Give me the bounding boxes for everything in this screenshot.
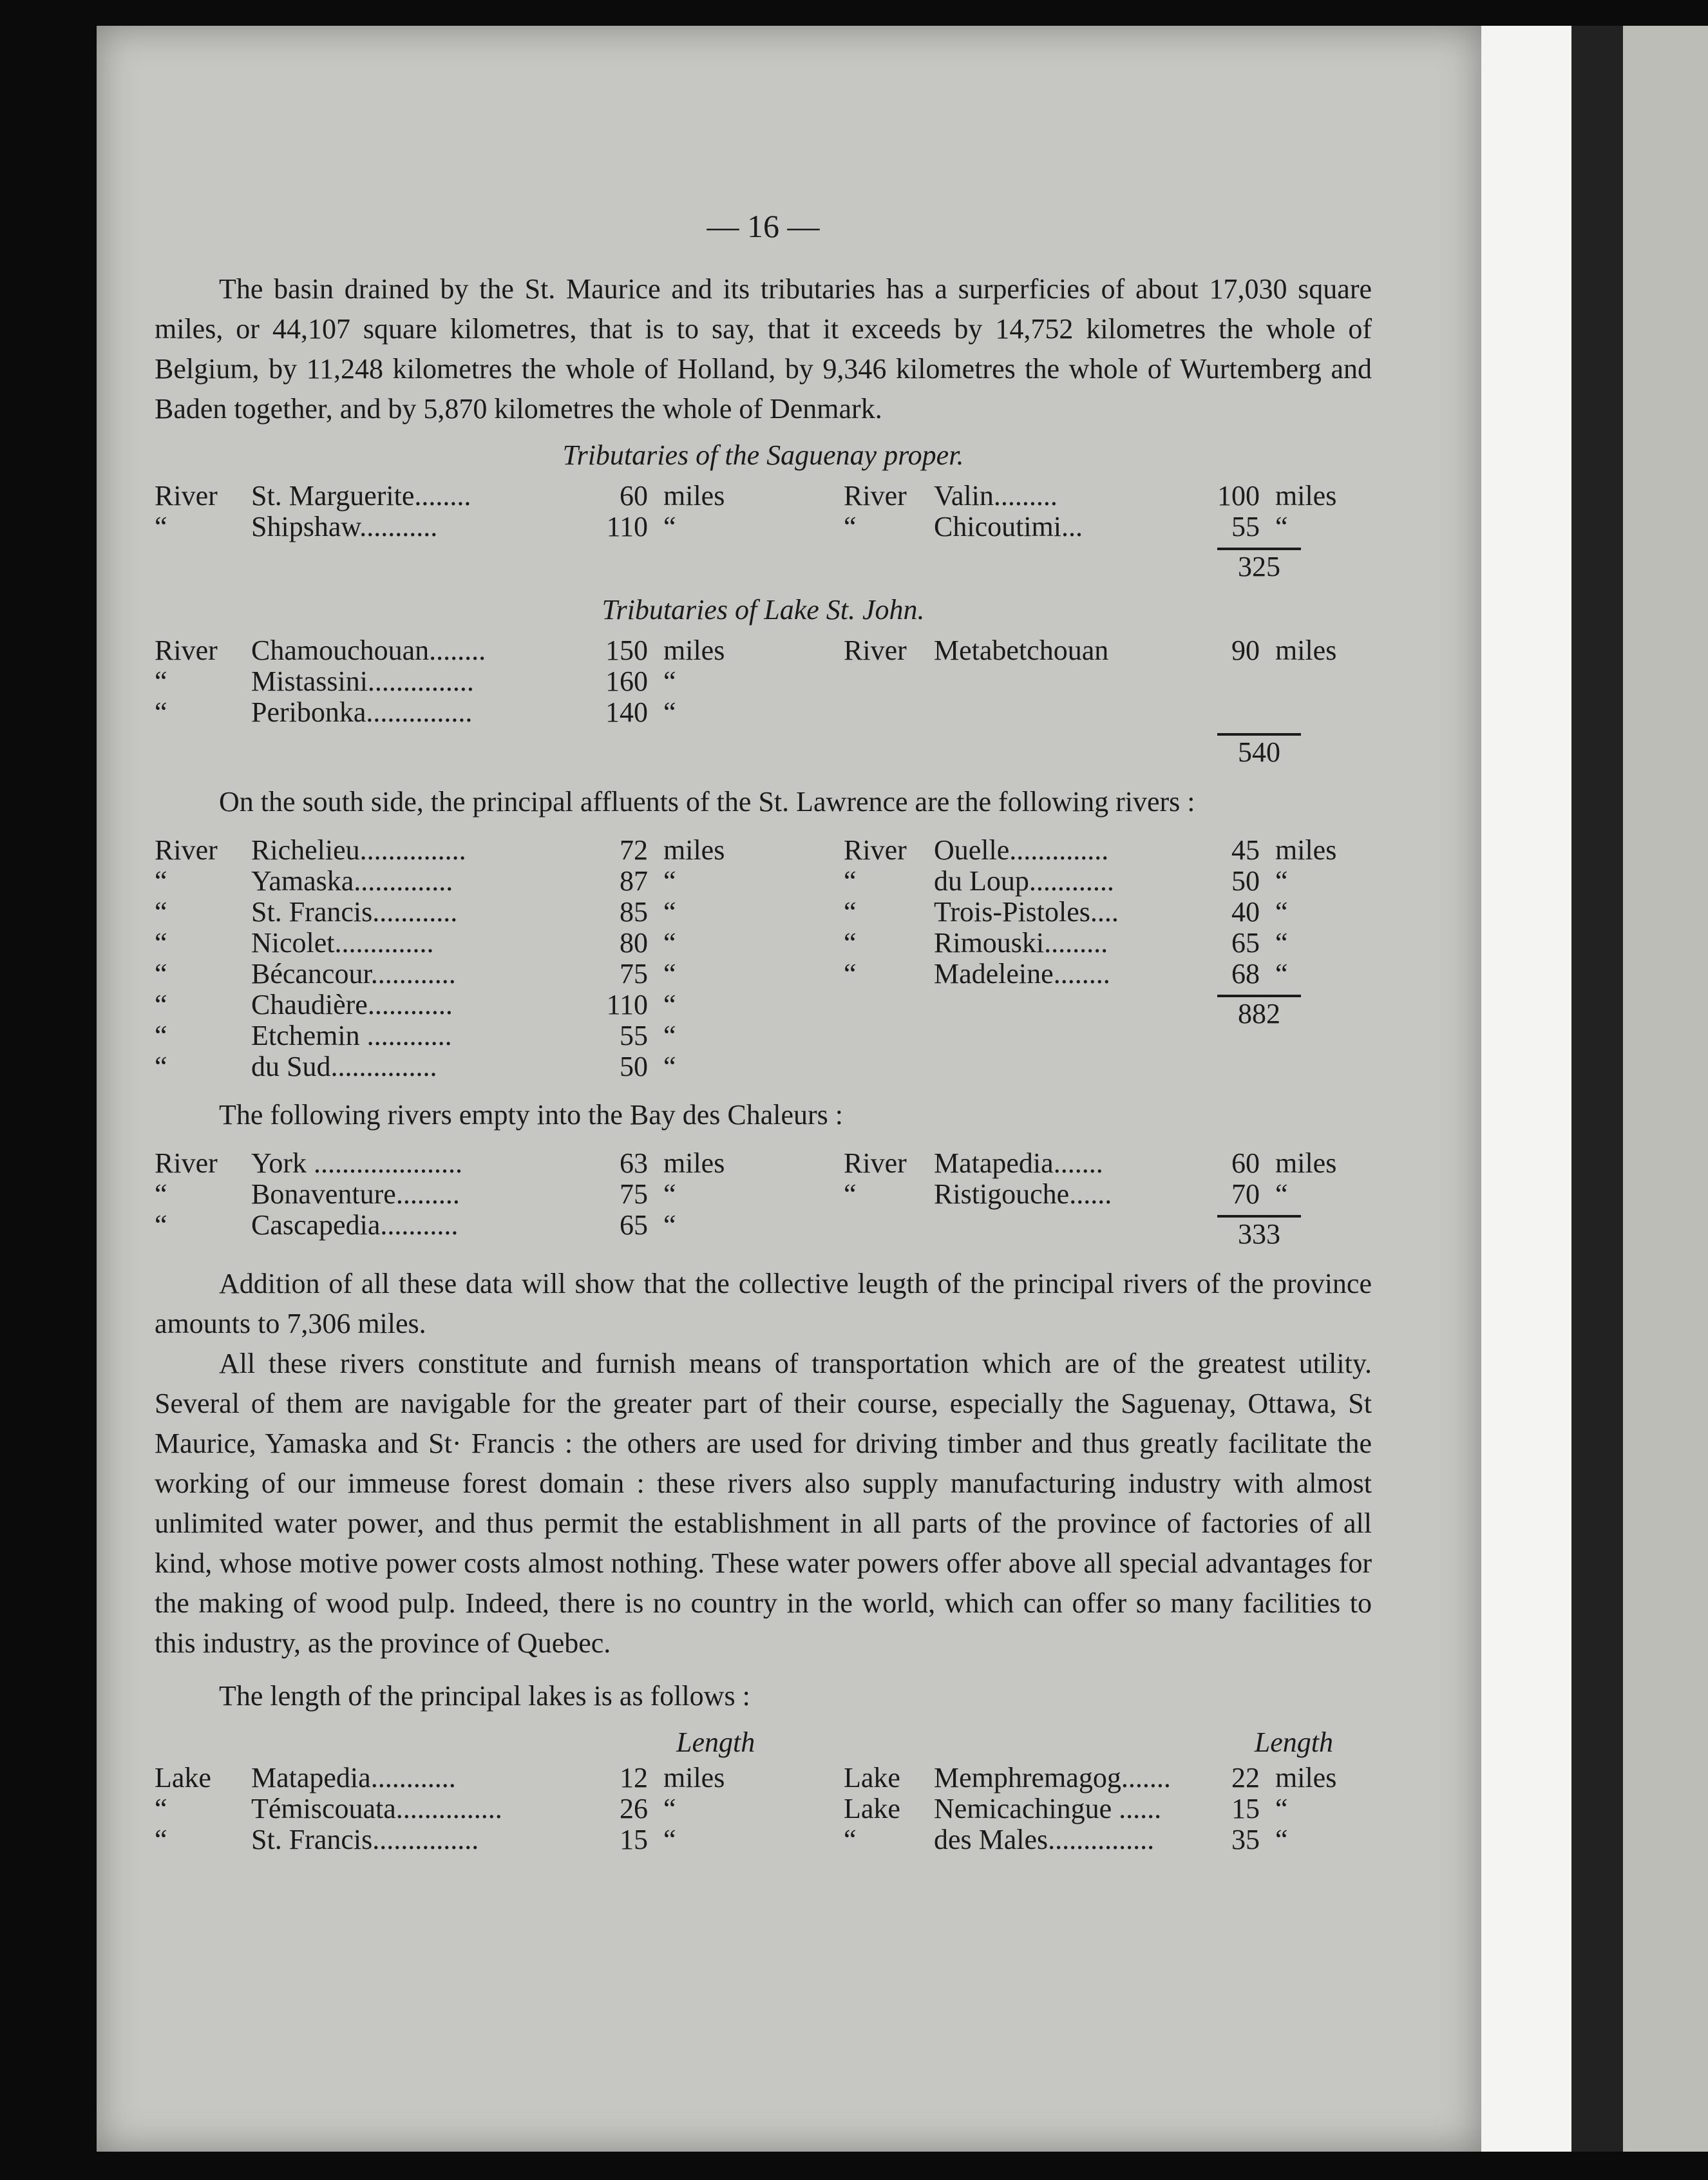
river-name: Chamouchouan........ — [251, 635, 486, 666]
length-unit: “ — [1275, 1178, 1288, 1210]
table-row — [155, 1793, 760, 1824]
river-length: 40 — [1231, 896, 1260, 928]
table-row — [155, 1179, 760, 1210]
row-label: Lake — [844, 1762, 900, 1793]
river-length: 72 — [620, 834, 648, 866]
table-row — [844, 1793, 1372, 1824]
row-label: “ — [155, 696, 167, 728]
total-wrap — [844, 1210, 1372, 1251]
length-unit: miles — [1275, 635, 1337, 666]
river-length: 85 — [620, 896, 648, 928]
length-unit: “ — [663, 989, 676, 1020]
length-unit: miles — [1275, 1147, 1337, 1179]
length-unit: miles — [1275, 1762, 1337, 1793]
length-unit: “ — [663, 896, 676, 928]
lake-st-john-total: 540 — [1217, 733, 1301, 769]
length-unit: “ — [663, 1793, 676, 1824]
length-header-left: Length — [676, 1726, 755, 1758]
table-row — [155, 1020, 760, 1051]
table-row — [155, 959, 760, 990]
row-label: Lake — [155, 1762, 211, 1793]
lake-length: 12 — [620, 1762, 648, 1793]
river-length: 60 — [620, 480, 648, 512]
river-name: Ristigouche...... — [934, 1178, 1112, 1210]
row-label: “ — [155, 511, 167, 542]
river-name: Bonaventure......... — [251, 1178, 460, 1210]
river-length: 50 — [1231, 865, 1260, 897]
table-row — [155, 1148, 760, 1179]
lake-st-john-table — [155, 635, 1372, 728]
length-unit: “ — [663, 1824, 676, 1855]
river-length: 55 — [620, 1020, 648, 1051]
row-label: “ — [844, 958, 857, 990]
length-unit: “ — [1275, 927, 1288, 959]
river-name: Etchemin ............ — [251, 1020, 452, 1051]
chaleurs-intro: The following rivers empty into the Bay des Chaleurs : — [219, 1099, 844, 1131]
table-row — [155, 1763, 760, 1793]
row-label: “ — [155, 989, 167, 1020]
river-name: Madeleine........ — [934, 958, 1110, 990]
table-row — [155, 990, 760, 1020]
length-unit: “ — [663, 511, 676, 542]
table-row — [844, 959, 1372, 990]
table-row — [155, 928, 760, 959]
length-unit: miles — [1275, 834, 1337, 866]
length-unit: “ — [1275, 1793, 1288, 1824]
row-label: “ — [844, 511, 857, 542]
river-length: 110 — [606, 989, 648, 1020]
length-unit: miles — [663, 1147, 725, 1179]
river-name: York ..................... — [251, 1147, 463, 1179]
river-name: Cascapedia........... — [251, 1209, 459, 1241]
saguenay-right-column — [844, 481, 1372, 542]
row-label: “ — [155, 958, 167, 990]
river-length: 50 — [620, 1051, 648, 1082]
length-unit: “ — [663, 958, 676, 990]
table-row — [155, 835, 760, 866]
length-unit: “ — [663, 1020, 676, 1051]
row-label: “ — [844, 865, 857, 897]
lake-name: des Males............... — [934, 1824, 1155, 1855]
river-name: Trois-Pistoles.... — [934, 896, 1119, 928]
lake-length: 22 — [1231, 1762, 1260, 1793]
table-row — [155, 697, 760, 728]
lake-length: 26 — [620, 1793, 648, 1824]
table-row — [155, 635, 760, 666]
row-label: River — [155, 834, 218, 866]
length-unit: miles — [663, 480, 725, 512]
intro-paragraph: The basin drained by the St. Maurice and its tributaries has a surperficies of about 17,030 square miles, or 44,107 square kilometres, that is to say, that it exceeds by 14,752 kilometres the whole of Belgium, by 11,248 kilometres the whole of Holland, by 9,346 kilometres the whole of Wurtemberg and Baden together, and by 5,870 kilometres the whole of Denmark. — [155, 273, 1372, 425]
row-label: “ — [155, 665, 167, 697]
table-row — [155, 512, 760, 542]
table-row — [844, 512, 1372, 542]
river-length: 87 — [620, 865, 648, 897]
lake-length: 15 — [620, 1824, 648, 1855]
lakes-length-headers — [155, 1723, 1372, 1763]
river-name: Peribonka............... — [251, 696, 473, 728]
river-name: Richelieu............... — [251, 834, 466, 866]
binding-shadow — [1571, 26, 1623, 2152]
table-row — [844, 835, 1372, 866]
saguenay-total: 325 — [1217, 548, 1301, 584]
row-label: River — [844, 834, 907, 866]
row-label: “ — [844, 1824, 857, 1855]
river-name: Nicolet.............. — [251, 927, 434, 959]
river-length: 110 — [606, 511, 648, 542]
river-name: du Sud............... — [251, 1051, 437, 1082]
page-number: — 16 — — [707, 208, 820, 244]
row-label: “ — [155, 865, 167, 897]
chaleurs-table — [155, 1148, 1372, 1251]
row-label: “ — [155, 1209, 167, 1241]
length-unit: “ — [1275, 896, 1288, 928]
river-length: 68 — [1231, 958, 1260, 990]
south-total: 882 — [1217, 995, 1301, 1031]
length-unit: miles — [663, 1762, 725, 1793]
row-label: Lake — [844, 1793, 900, 1824]
table-row — [155, 1051, 760, 1082]
river-name: Rimouski......... — [934, 927, 1108, 959]
addition-paragraph: Addition of all these data will show that the collective leugth of the principal rivers of the province amounts to 7,306 miles. — [155, 1268, 1372, 1339]
length-unit: “ — [663, 865, 676, 897]
south-left-column — [155, 835, 760, 1082]
row-label: River — [844, 480, 907, 512]
lake-st-john-left-column — [155, 635, 760, 728]
table-row — [844, 1824, 1372, 1855]
row-label: River — [844, 635, 907, 666]
river-length: 75 — [620, 1178, 648, 1210]
lake-name: Memphremagog....... — [934, 1762, 1171, 1793]
lakes-table — [155, 1763, 1372, 1855]
lake-name: Matapedia............ — [251, 1762, 456, 1793]
table-row — [844, 928, 1372, 959]
river-length: 65 — [1231, 927, 1260, 959]
table-row — [844, 635, 1372, 666]
river-name: Ouelle.............. — [934, 834, 1109, 866]
length-unit: “ — [1275, 958, 1288, 990]
river-name: Valin......... — [934, 480, 1058, 512]
chaleurs-right-column — [844, 1148, 1372, 1251]
river-name: Chaudière............ — [251, 989, 453, 1020]
river-name: Shipshaw........... — [251, 511, 438, 542]
river-name: Mistassini............... — [251, 665, 474, 697]
total-wrap — [155, 728, 1372, 769]
lake-name: St. Francis............... — [251, 1824, 479, 1855]
river-length: 150 — [605, 635, 648, 666]
length-unit: miles — [663, 834, 725, 866]
river-length: 65 — [620, 1209, 648, 1241]
chaleurs-total: 333 — [1217, 1215, 1301, 1251]
length-unit: “ — [663, 665, 676, 697]
row-label: “ — [155, 927, 167, 959]
lake-name: Témiscouata............... — [251, 1793, 502, 1824]
table-row — [844, 1763, 1372, 1793]
lakes-left-column — [155, 1763, 760, 1855]
south-intro: On the south side, the principal affluents of the St. Lawrence are the following rivers : — [219, 786, 1195, 818]
transport-paragraph: All these rivers constitute and furnish means of transportation which are of the greatest utility. Several of them are navigable for the greater part of their course, especially the Saguenay, Ottawa, St Maurice, Yamaska and St· Francis : the others are used for driving timber and thus greatly facilitate the working of our immeuse forest domain : these rivers also supply manufacturing industry with almost unlimited water power, and thus permit the establishment in all parts of the province of factories of all kind, whose motive power costs almost nothing. These water powers offer above all special advantages for the making of wood pulp. Indeed, there is no country in the world, which can offer so many facilities to this industry, as the province of Quebec. — [155, 1348, 1372, 1659]
river-length: 63 — [620, 1147, 648, 1179]
row-label: River — [155, 635, 218, 666]
south-table — [155, 835, 1372, 1082]
row-label: “ — [155, 1824, 167, 1855]
river-length: 45 — [1231, 834, 1260, 866]
river-length: 80 — [620, 927, 648, 959]
length-unit: miles — [663, 635, 725, 666]
row-label: “ — [844, 896, 857, 928]
length-unit: “ — [663, 1051, 676, 1082]
river-length: 60 — [1231, 1147, 1260, 1179]
lake-st-john-right-column — [844, 635, 1372, 728]
row-label: River — [155, 1147, 218, 1179]
river-length: 140 — [605, 696, 648, 728]
length-unit: “ — [1275, 511, 1288, 542]
total-wrap — [844, 990, 1372, 1031]
table-row — [844, 481, 1372, 512]
river-length: 90 — [1231, 635, 1260, 666]
length-unit: “ — [663, 1209, 676, 1241]
river-name: St. Marguerite........ — [251, 480, 471, 512]
river-name: Chicoutimi... — [934, 511, 1083, 542]
lake-length: 35 — [1231, 1824, 1260, 1855]
river-name: du Loup............ — [934, 865, 1114, 897]
lake-name: Nemicachingue ...... — [934, 1793, 1162, 1824]
table-row — [155, 666, 760, 697]
row-label: “ — [155, 1051, 167, 1082]
saguenay-caption: Tributaries of the Saguenay proper. — [562, 439, 964, 471]
page-edge — [1481, 26, 1571, 2152]
adjacent-page — [1623, 26, 1708, 2152]
row-label: “ — [155, 1178, 167, 1210]
row-label: “ — [155, 1793, 167, 1824]
table-row — [844, 897, 1372, 928]
river-name: Matapedia....... — [934, 1147, 1103, 1179]
lakes-right-column — [844, 1763, 1372, 1855]
page-content — [155, 206, 1372, 1855]
table-row — [155, 897, 760, 928]
length-unit: “ — [663, 1178, 676, 1210]
river-name: Yamaska.............. — [251, 865, 453, 897]
river-name: Bécancour............ — [251, 958, 456, 990]
length-unit: “ — [663, 927, 676, 959]
total-wrap — [155, 542, 1372, 584]
length-unit: “ — [1275, 1824, 1288, 1855]
row-label: “ — [155, 1020, 167, 1051]
river-length: 70 — [1231, 1178, 1260, 1210]
table-row — [155, 866, 760, 897]
river-length: 55 — [1231, 511, 1260, 542]
row-label: River — [155, 480, 218, 512]
table-row — [155, 481, 760, 512]
length-header-right: Length — [1254, 1726, 1333, 1758]
saguenay-left-column — [155, 481, 760, 542]
river-length: 160 — [605, 665, 648, 697]
length-unit: “ — [1275, 865, 1288, 897]
river-length: 75 — [620, 958, 648, 990]
row-label: River — [844, 1147, 907, 1179]
lake-length: 15 — [1231, 1793, 1260, 1824]
row-label: “ — [844, 927, 857, 959]
lakes-intro: The length of the principal lakes is as follows : — [219, 1680, 750, 1712]
table-row — [844, 1148, 1372, 1179]
river-name: Metabetchouan — [934, 635, 1109, 666]
table-row — [844, 1179, 1372, 1210]
length-unit: miles — [1275, 480, 1337, 512]
chaleurs-left-column — [155, 1148, 760, 1251]
river-name: St. Francis............ — [251, 896, 458, 928]
row-label: “ — [155, 896, 167, 928]
length-unit: “ — [663, 696, 676, 728]
table-row — [844, 866, 1372, 897]
saguenay-table — [155, 481, 1372, 542]
row-label: “ — [844, 1178, 857, 1210]
table-row — [155, 1824, 760, 1855]
river-length: 100 — [1217, 480, 1260, 512]
south-right-column — [844, 835, 1372, 1082]
lake-st-john-caption: Tributaries of Lake St. John. — [602, 594, 925, 626]
table-row — [155, 1210, 760, 1241]
